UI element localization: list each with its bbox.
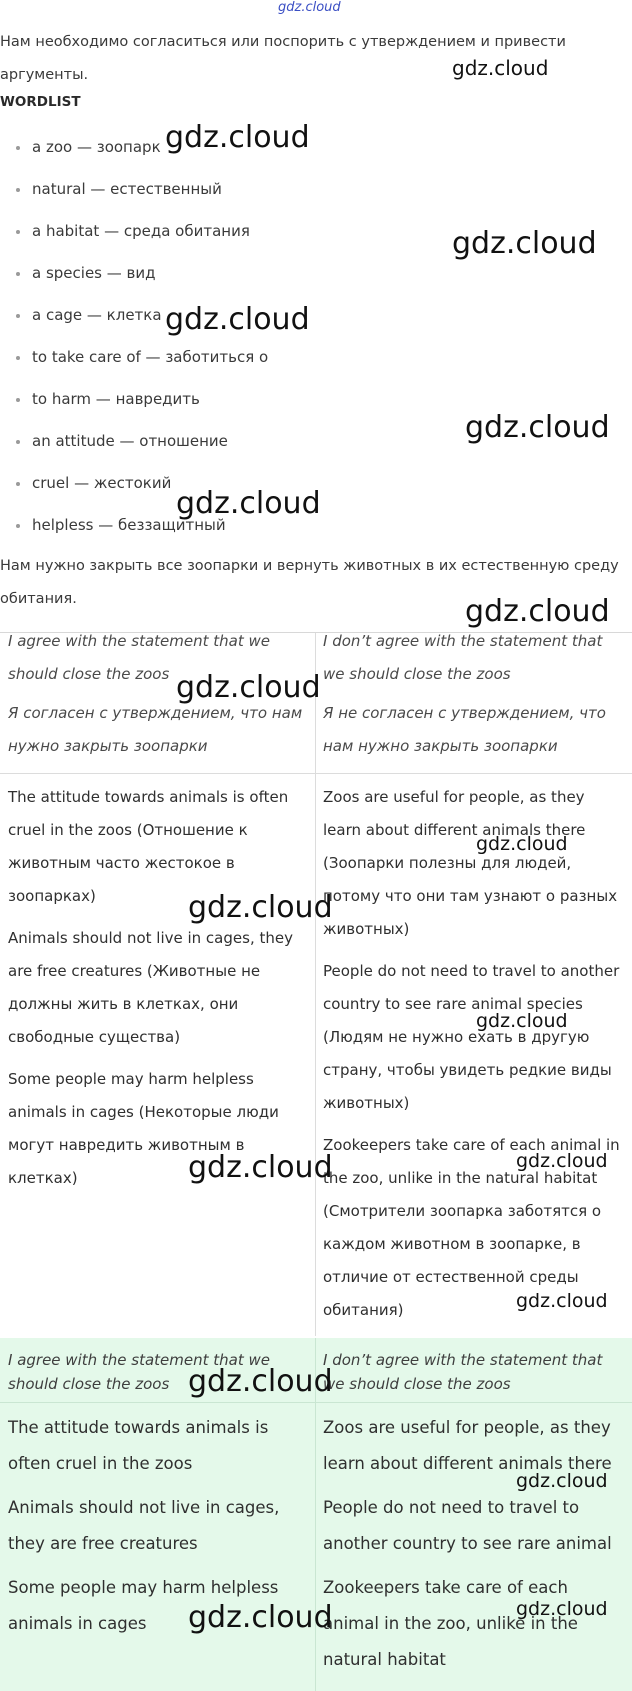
watermark: gdz.cloud — [465, 410, 610, 445]
watermark: gdz.cloud — [452, 56, 549, 80]
disagree-point: Zoos are useful for people, as they learn about different animals there (Зоопарки полезны для людей, потому что они там узнают о разных животных) — [323, 788, 618, 938]
agree-heading-ru: Я согласен с утверждением, что нам нужно закрыть зоопарки — [8, 704, 303, 755]
watermark: gdz.cloud — [465, 594, 610, 629]
list-item: cruel — жестокий — [0, 472, 520, 514]
watermark: gdz.cloud — [476, 833, 568, 855]
bullet-icon — [16, 314, 20, 318]
agree-point: Animals should not live in cages, they are free creatures (Животные не должны жить в клетках, они свободные существа) — [8, 929, 293, 1046]
disagree-heading: I don’t agree with the statement that we should close the zoos — [323, 1351, 603, 1393]
watermark: gdz.cloud — [188, 1364, 333, 1399]
agree-point: The attitude towards animals is often cruel in the zoos (Отношение к животным часто жестокое в зоопарках) — [8, 788, 289, 905]
watermark: gdz.cloud — [188, 890, 333, 925]
disagree-point: People do not need to travel to another country to see rare animal — [323, 1498, 612, 1553]
agree-point: The attitude towards animals is often cruel in the zoos — [8, 1418, 269, 1473]
watermark: gdz.cloud — [165, 120, 310, 155]
agree-heading: I agree with the statement that we should close the zoos — [8, 632, 270, 683]
list-item: natural — естественный — [0, 178, 520, 220]
disagree-heading-ru: Я не согласен с утверждением, что нам нужно закрыть зоопарки — [323, 704, 606, 755]
list-item: a habitat — среда обитания — [0, 220, 520, 262]
disagree-heading: I don’t agree with the statement that we should close the zoos — [323, 632, 603, 683]
list-item: a cage — клетка — [0, 304, 520, 346]
bullet-icon — [16, 524, 20, 528]
conclusion-text: Нам нужно закрыть все зоопарки и вернуть животных в их естественную среду обитания. — [0, 558, 619, 607]
watermark: gdz.cloud — [188, 1600, 333, 1635]
disagree-point: Zoos are useful for people, as they learn about different animals there — [323, 1418, 612, 1473]
watermark: gdz.cloud — [188, 1150, 333, 1185]
watermark: gdz.cloud — [516, 1598, 608, 1620]
agree-heading: I agree with the statement that we should close the zoos — [8, 1351, 270, 1393]
watermark: gdz.cloud — [452, 226, 597, 261]
agree-point: Some people may harm helpless animals in cages (Некоторые люди могут навредить животным в клетках) — [8, 1070, 279, 1187]
agree-points — [8, 781, 308, 1204]
list-item: a species — вид — [0, 262, 520, 304]
bullet-icon — [16, 188, 20, 192]
bullet-icon — [16, 440, 20, 444]
row-divider — [0, 1402, 632, 1403]
bullet-icon — [16, 230, 20, 234]
list-item: helpless — беззащитный — [0, 514, 520, 556]
watermark: gdz.cloud — [516, 1470, 608, 1492]
watermark: gdz.cloud — [176, 486, 321, 521]
bullet-icon — [16, 398, 20, 402]
wordlist-title: WORDLIST — [0, 94, 81, 110]
disagree-point: Zookeepers take care of each animal in the zoo, unlike in the natural habitat — [323, 1578, 578, 1669]
argument-table-translated — [0, 632, 632, 1336]
header-watermark: gdz.cloud — [278, 0, 341, 15]
list-item: a zoo — зоопарк — [0, 136, 520, 178]
watermark: gdz.cloud — [176, 670, 321, 705]
bullet-icon — [16, 272, 20, 276]
column-divider — [315, 633, 316, 1336]
watermark: gdz.cloud — [476, 1010, 568, 1032]
disagree-point: People do not need to travel to another country to see rare animal species (Людям не нужно ехать в другую страну, чтобы увидеть редкие виды животных) — [323, 962, 620, 1112]
intro-text: Нам необходимо согласиться или поспорить с утверждением и привести аргументы. — [0, 34, 566, 83]
bullet-icon — [16, 146, 20, 150]
disagree-point: Zookeepers take care of each animal in the zoo, unlike in the natural habitat (Смотрители зоопарка заботятся о каждом животном в зоопарке, в отличие от естественной среды обитания) — [323, 1136, 620, 1319]
disagree-points — [323, 781, 625, 1336]
list-item: to harm — навредить — [0, 388, 520, 430]
watermark: gdz.cloud — [516, 1290, 608, 1312]
agree-point: Animals should not live in cages, they are free creatures — [8, 1498, 280, 1553]
bullet-icon — [16, 356, 20, 360]
list-item: an attitude — отношение — [0, 430, 520, 472]
row-divider — [0, 773, 632, 774]
bullet-icon — [16, 482, 20, 486]
watermark: gdz.cloud — [516, 1150, 608, 1172]
list-item: to take care of — заботиться о — [0, 346, 520, 388]
disagree-points — [323, 1410, 625, 1686]
agree-point: Some people may harm helpless animals in cages — [8, 1578, 279, 1633]
watermark: gdz.cloud — [165, 302, 310, 337]
disagree-heading-cell — [323, 625, 623, 763]
